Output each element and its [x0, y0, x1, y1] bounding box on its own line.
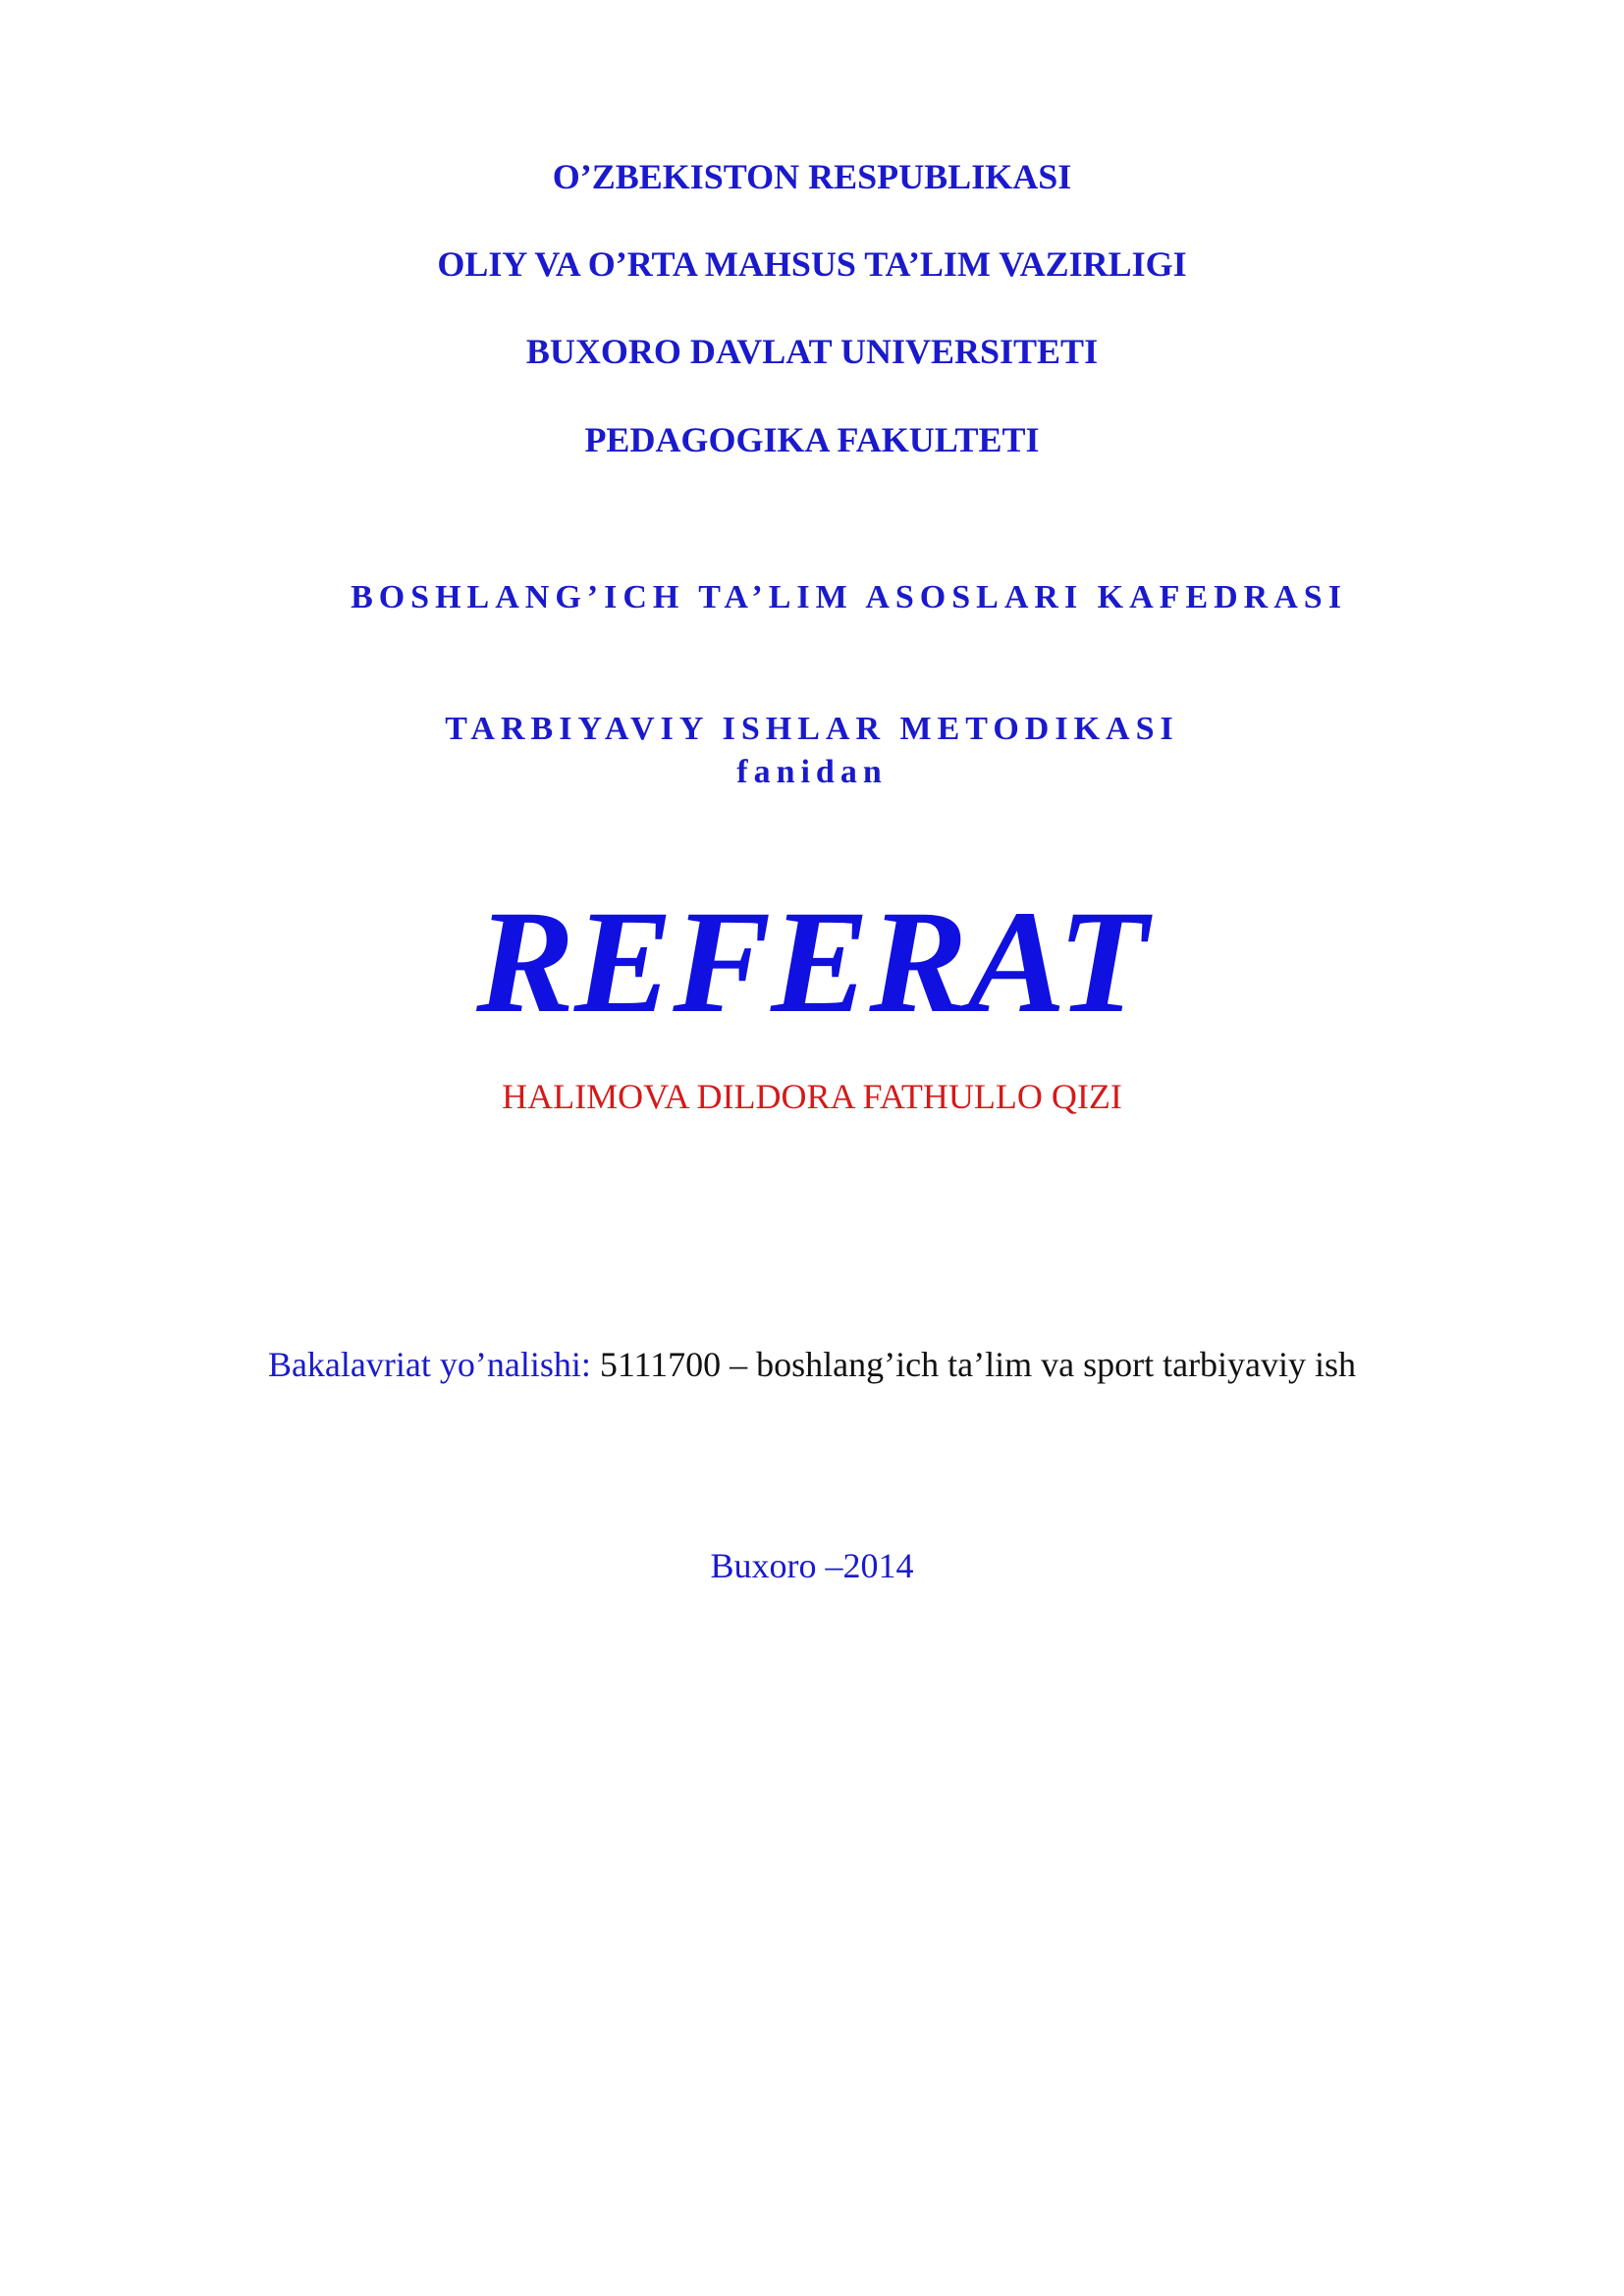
degree-value: 5111700 – boshlang’ich ta’lim va sport tarbiyaviy ish	[599, 1345, 1357, 1384]
degree-label: Bakalavriat yo’nalishi:	[267, 1345, 591, 1384]
faculty-name-heading: PEDAGOGIKA FAKULTETI	[584, 420, 1040, 459]
degree-line	[0, 1343, 1624, 1386]
subject-name: TARBIYAVIY ISHLAR METODIKASI	[445, 711, 1179, 747]
subject-suffix: fanidan	[736, 754, 888, 790]
department-heading: BOSHLANG’ICH TA’LIM ASOSLARI KAFEDRASI	[351, 579, 1347, 615]
document-title: REFERAT	[476, 881, 1148, 1043]
author-name: HALIMOVA DILDORA FATHULLO QIZI	[502, 1077, 1122, 1116]
ministry-name-heading: OLIY VA O’RTA MAHSUS TA’LIM VAZIRLIGI	[437, 244, 1187, 284]
ministry-country-heading: O’ZBEKISTON RESPUBLIKASI	[552, 157, 1072, 196]
city-year: Buxoro –2014	[710, 1546, 914, 1585]
university-name-heading: BUXORO DAVLAT UNIVERSITETI	[525, 332, 1099, 371]
